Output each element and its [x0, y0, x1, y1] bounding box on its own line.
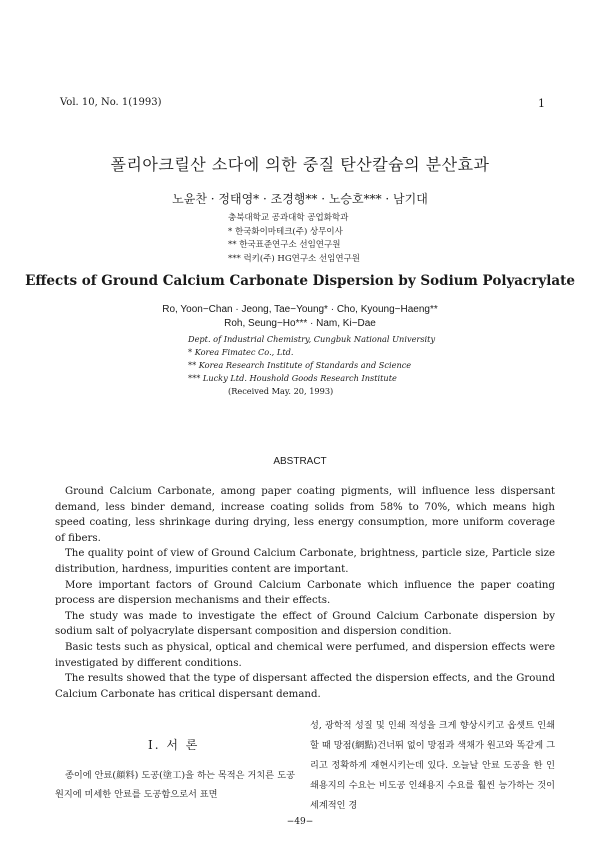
- page-number-top: 1: [538, 97, 545, 110]
- english-affiliations: [188, 333, 435, 398]
- body-paragraph: 성, 광학적 성질 및 인쇄 적성을 크게 향상시키고 옵셋트 인쇄할 때 망점(網點)건너뛰 없이 망점과 색채가 원고와 똑같게 그리고 정확하게 재현시키는데 있다. 오늘날 안료 도공을 한 인쇄용지의 수요는 비도공 인쇄용지 수요를 훨씬 능가하는 것이 세계적인 경: [310, 720, 555, 811]
- english-title: Effects of Ground Calcium Carbonate Dispersion by Sodium Polyacrylate: [25, 273, 575, 289]
- body-left-column: [55, 766, 295, 804]
- abstract-paragraph: The quality point of view of Ground Calcium Carbonate, brightness, particle size, Particle size distribution, hardness, impurities content are important.: [55, 548, 555, 575]
- korean-authors: 노윤찬 · 정태영* · 조경행** · 노승호*** · 남기대: [172, 192, 428, 206]
- korean-title: 폴리아크릴산 소다에 의한 중질 탄산칼슘의 분산효과: [110, 155, 490, 174]
- korean-affiliation: ** 한국표준연구소 선임연구원: [228, 240, 341, 250]
- abstract-body: [55, 484, 555, 702]
- abstract-heading: ABSTRACT: [273, 456, 327, 467]
- korean-affiliation: *** 럭키(주) HG연구소 선임연구원: [228, 253, 361, 264]
- body-paragraph: 종이에 안료(顔料) 도공(塗工)을 하는 목적은 거치른 도공 원지에 미세한 안료를 도공함으로서 표면: [55, 770, 295, 800]
- page-number-footer: −49−: [286, 817, 314, 827]
- korean-affiliation: 충북대학교 공과대학 공업화학과: [228, 213, 349, 223]
- body-right-column: [310, 716, 555, 816]
- korean-affiliation: * 한국화이마테크(주) 상무이사: [228, 226, 343, 237]
- abstract-paragraph: The study was made to investigate the effect of Ground Calcium Carbonate dispersion by sodium salt of polyacrylate dispersant composition and dispersion condition.: [55, 610, 555, 638]
- english-authors: [0, 303, 600, 331]
- abstract-paragraph: The results showed that the type of dispersant affected the dispersion effects, and the Ground Calcium Carbonate has critical dispersant demand.: [55, 673, 555, 700]
- section-heading-introduction: I. 서 론: [148, 738, 200, 752]
- abstract-paragraph: More important factors of Ground Calcium Carbonate which influence the paper coating process are dispersion mechanisms and their effects.: [55, 579, 555, 607]
- journal-volume-info: Vol. 10, No. 1(1993): [60, 97, 162, 108]
- english-affiliation: *** Lucky Ltd. Houshold Goods Research Institute: [188, 373, 397, 383]
- korean-affiliations: [228, 212, 360, 266]
- english-authors-line: Ro, Yoon−Chan · Jeong, Tae−Young* · Cho, Kyoung−Haeng**: [162, 304, 438, 315]
- english-affiliation: Dept. of Industrial Chemistry, Cungbuk National University: [188, 334, 436, 344]
- abstract-paragraph: Ground Calcium Carbonate, among paper coating pigments, will influence less dispersant demand, less binder demand, increase coating solids from 58% to 70%, which means high speed coating, less shrinkage during drying, less energy consumption, more uniform coverage of fibers.: [55, 486, 555, 544]
- english-authors-line: Roh, Seung−Ho*** · Nam, Ki−Dae: [224, 318, 376, 329]
- english-affiliation: * Korea Fimatec Co., Ltd.: [188, 347, 294, 357]
- abstract-paragraph: Basic tests such as physical, optical and chemical were perfumed, and dispersion effects were investigated by different conditions.: [55, 641, 555, 669]
- english-affiliation: ** Korea Research Institute of Standards and Science: [188, 360, 412, 370]
- received-date: (Received May. 20, 1993): [228, 386, 334, 396]
